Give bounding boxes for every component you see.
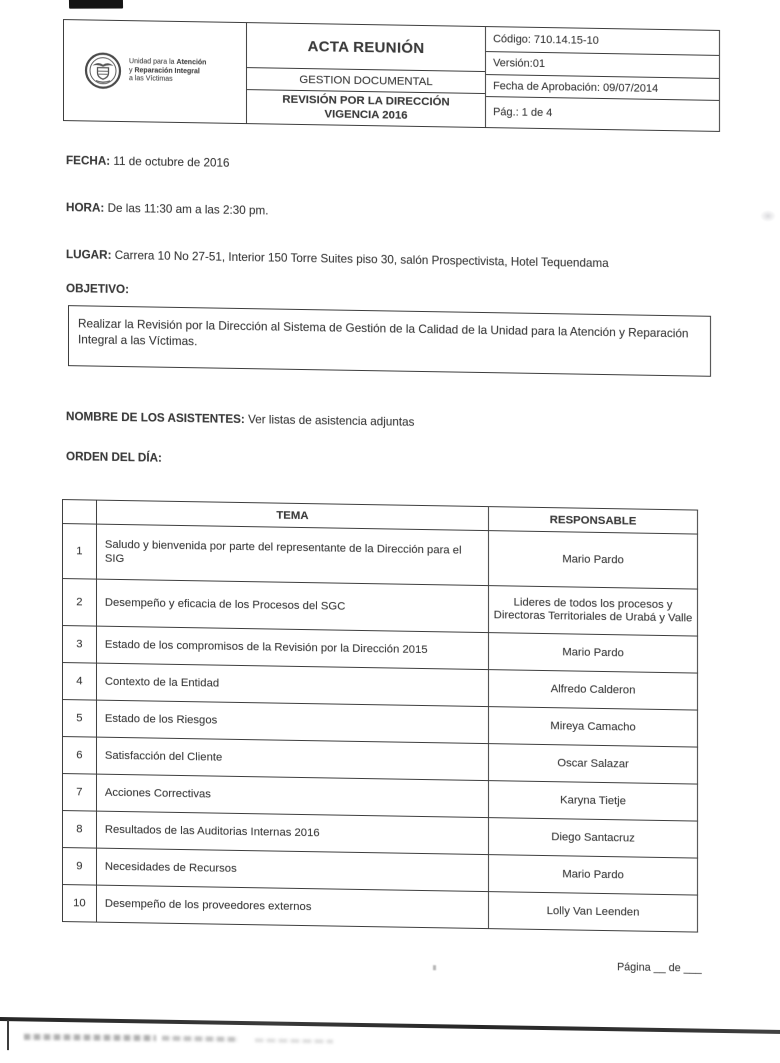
agenda-header-num: [63, 500, 97, 525]
row-responsable: Karyna Tietje: [489, 781, 698, 821]
field-hora-label: HORA:: [66, 201, 104, 215]
row-tema: Estado de los Riesgos: [96, 700, 488, 744]
scan-artifact-right-mark: [760, 210, 776, 222]
row-num: 3: [63, 626, 97, 664]
row-num: 8: [63, 811, 97, 849]
scan-artifact-next-page-edge: [0, 1017, 780, 1034]
coat-of-arms-icon: [84, 51, 122, 90]
meta-fecha-aprobacion: Fecha de Aprobación: 09/07/2014: [486, 75, 719, 101]
page-footer: Página __ de ___: [617, 961, 702, 974]
field-fecha: [66, 154, 230, 170]
row-tema: Necesidades de Recursos: [96, 848, 488, 892]
document-name: REVISIÓN POR LA DIRECCIÓN VIGENCIA 2016: [247, 90, 485, 127]
row-num: 10: [63, 885, 97, 923]
row-tema: Resultados de las Auditorias Internas 2016: [96, 811, 488, 855]
row-tema: Desempeño y eficacia de los Procesos del SGC: [96, 579, 488, 633]
row-responsable: Mireya Camacho: [489, 707, 698, 747]
row-tema: Satisfacción del Cliente: [96, 737, 488, 781]
document-subtitle: GESTION DOCUMENTAL: [247, 68, 485, 94]
meta-codigo: Código: 710.14.15-10: [486, 27, 719, 56]
header-title-cell: [247, 23, 486, 127]
scan-artifact-smudge: [255, 1038, 333, 1043]
scan-artifact-footer-tick: [433, 965, 436, 970]
row-tema: Contexto de la Entidad: [96, 663, 488, 707]
scan-artifact-top-bar: [69, 0, 123, 9]
row-num: 4: [63, 663, 97, 701]
row-num: 9: [63, 848, 97, 886]
row-num: 2: [63, 579, 97, 627]
objetivo-label: OBJETIVO:: [66, 282, 129, 296]
field-lugar-label: LUGAR:: [66, 248, 111, 262]
row-num: 1: [63, 524, 97, 580]
field-hora: [66, 201, 268, 217]
row-responsable: Alfredo Calderon: [489, 670, 698, 710]
row-responsable: Mario Pardo: [489, 855, 698, 895]
asistentes-value: Ver listas de asistencia adjuntas: [245, 413, 415, 429]
field-fecha-value: 11 de octubre de 2016: [110, 155, 229, 170]
row-responsable: Oscar Salazar: [489, 744, 698, 784]
row-tema: Estado de los compromisos de la Revisión por la Dirección 2015: [96, 626, 488, 670]
row-tema: Desempeño de los proveedores externos: [96, 885, 488, 929]
field-lugar: [66, 248, 609, 270]
header-logo-cell: [64, 20, 247, 123]
logo-wordmark: Unidad para la Atención y Reparación Integral a las Víctimas: [129, 58, 206, 85]
field-lugar-value: Carrera 10 No 27-51, Interior 150 Torre Suites piso 30, salón Prospectivista, Hotel Tequendama: [111, 249, 608, 270]
document-header-table: [63, 19, 720, 132]
asistentes-label: NOMBRE DE LOS ASISTENTES:: [66, 410, 245, 426]
field-fecha-label: FECHA:: [66, 154, 110, 168]
meta-version: Versión:01: [486, 52, 719, 79]
row-tema: Saludo y bienvenida por parte del representante de la Dirección para el SIG: [96, 524, 488, 586]
agenda-header-responsable: RESPONSABLE: [489, 507, 698, 534]
row-num: 5: [63, 700, 97, 738]
orden-del-dia-label: ORDEN DEL DÍA:: [66, 450, 162, 465]
row-num: 7: [63, 774, 97, 812]
field-asistentes: [66, 410, 414, 429]
scan-artifact-smudge: [24, 1034, 156, 1041]
row-responsable: Lideres de todos los procesos y Directoras Territoriales de Urabá y Valle: [489, 586, 698, 636]
row-responsable: Mario Pardo: [489, 531, 698, 589]
header-meta-cell: [486, 27, 719, 131]
scan-artifact-smudge: [162, 1036, 238, 1042]
row-responsable: Mario Pardo: [489, 633, 698, 673]
objetivo-box: [68, 305, 711, 377]
row-tema: Acciones Correctivas: [96, 774, 488, 818]
document-title: ACTA REUNIÓN: [247, 23, 485, 72]
row-num: 6: [63, 737, 97, 775]
row-responsable: Diego Santacruz: [489, 818, 698, 858]
objetivo-text: Realizar la Revisión por la Dirección al Sistema de Gestión de la Calidad de la Unidad para la Atención y Reparación Integral a las Víctimas.: [78, 316, 689, 348]
agenda-header-tema: TEMA: [96, 500, 488, 531]
meta-pagina: Pág.: 1 de 4: [486, 97, 719, 131]
field-hora-value: De las 11:30 am a las 2:30 pm.: [104, 202, 268, 218]
agenda-table: [62, 499, 698, 933]
row-responsable: Lolly Van Leenden: [489, 892, 698, 932]
